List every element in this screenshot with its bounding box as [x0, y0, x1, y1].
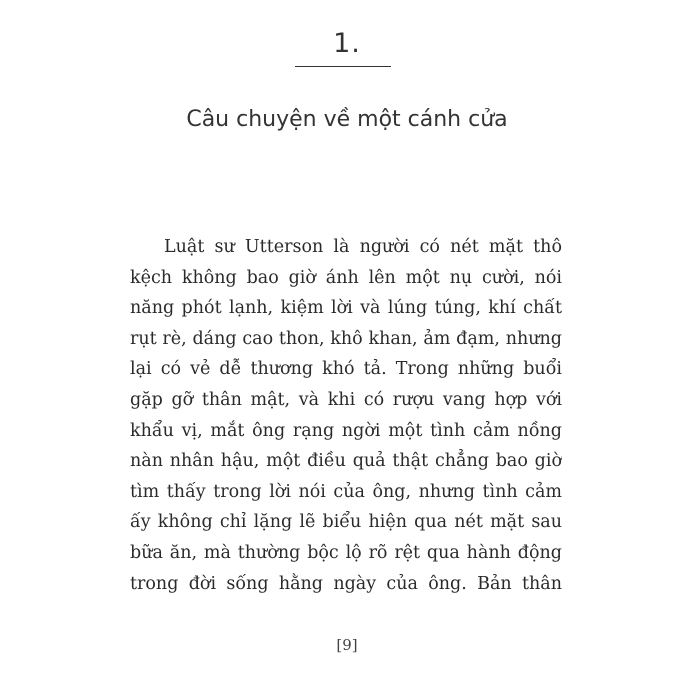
text-line: bữa ăn, mà thường bộc lộ rõ rệt qua hành động: [130, 542, 562, 563]
text-line: kệch không bao giờ ánh lên một nụ cười, nói: [130, 267, 562, 288]
page-number: [9]: [336, 636, 358, 654]
text-line: lại có vẻ dễ thương khó tả. Trong những buổi: [130, 359, 562, 380]
text-line: tìm thấy trong lời nói của ông, nhưng tình cảm: [130, 481, 562, 502]
text-line: ấy không chỉ lặng lẽ biểu hiện qua nét mặt sau: [130, 512, 562, 533]
text-line: khẩu vị, mắt ông rạng ngời một tình cảm nồng: [130, 420, 562, 441]
text-line: năng phót lạnh, kiệm lời và lúng túng, khí chất: [130, 298, 562, 319]
text-line: nàn nhân hậu, một điều quả thật chẳng bao giờ: [130, 451, 562, 472]
chapter-number: 1.: [333, 28, 361, 59]
chapter-title: Câu chuyện về một cánh cửa: [186, 107, 508, 132]
text-line: gặp gỡ thân mật, và khi có rượu vang hợp với: [130, 389, 562, 410]
body-paragraph: [130, 232, 562, 599]
text-line: trong đời sống hằng ngày của ông. Bản thân: [130, 573, 562, 594]
text-line: Luật sư Utterson là người có nét mặt thô: [164, 237, 562, 257]
text-line: rụt rè, dáng cao thon, khô khan, ảm đạm, nhưng: [130, 328, 562, 349]
chapter-divider: [295, 66, 391, 67]
